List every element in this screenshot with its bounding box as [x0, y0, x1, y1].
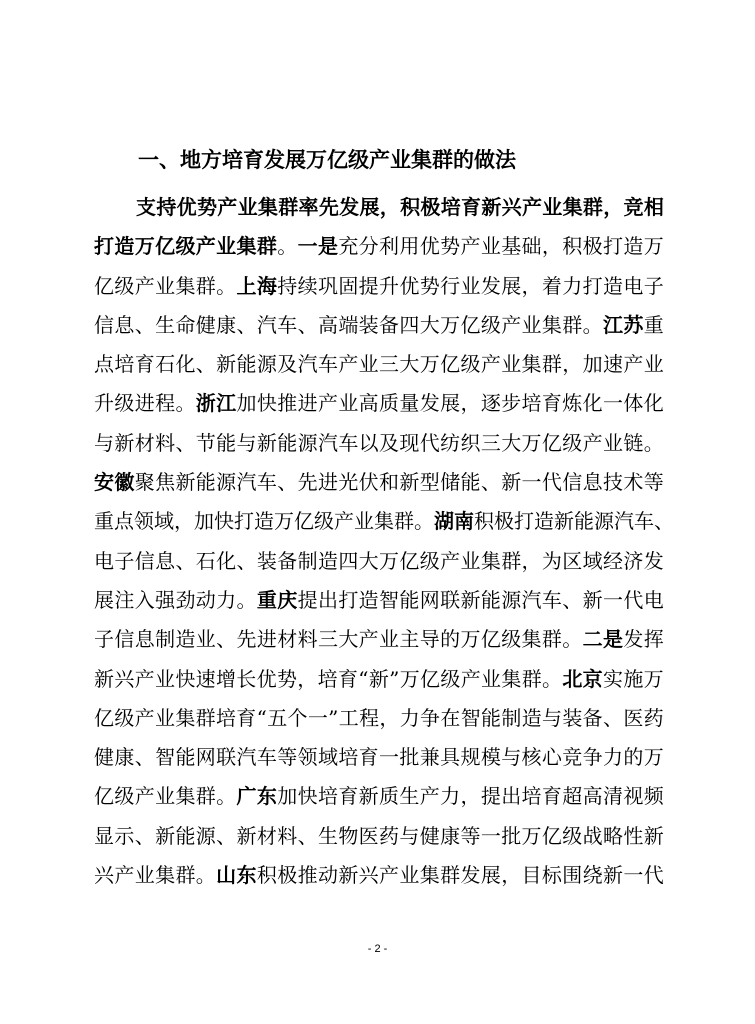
text-line: 支 持 优 势 产 业 集 群 率 先 发 展 ， 积 极 培 育 新 兴 产 业 集 群 ， 竞 相: [136, 195, 664, 219]
text-line: 亿 级 产 业 集 群 。 上 海 持 续 巩 固 提 升 优 势 行 业 发 展 ， 着 力 打 造 电 子: [94, 273, 664, 298]
text-line: 信 息 、 生 命 健 康 、 汽 车 、 高 端 装 备 四 大 万 亿 级 产 业 集 群 。 江 苏 重: [94, 312, 664, 337]
text-line: 显 示 、 新 能 源 、 新 材 料 、 生 物 医 药 与 健 康 等 一 批 万 亿 级 战 略 性 新: [94, 823, 664, 848]
text-line: 升 级 进 程 。 浙 江 加 快 推 进 产 业 高 质 量 发 展 ， 逐 步 培 育 炼 化 一 体 化: [94, 391, 664, 416]
text-line: 子 信 息 制 造 业 、 先 进 材 料 三 大 产 业 主 导 的 万 亿 级 集 群 。 二 是 发 挥: [94, 627, 664, 652]
text-line: 健 康 、 智 能 网 联 汽 车 等 领 域 培 育 一 批 兼 具 规 模 与 核 心 竞 争 力 的 万: [94, 745, 664, 770]
text-line: 与 新 材 料 、 节 能 与 新 能 源 汽 车 以 及 现 代 纺 织 三 大 万 亿 级 产 业 链 。: [94, 430, 664, 455]
text-line: 重 点 领 域 ， 加 快 打 造 万 亿 级 产 业 集 群 。 湖 南 积 极 打 造 新 能 源 汽 车 、: [94, 509, 674, 534]
section-heading: 一、地方培育发展万亿级产业集群的做法: [138, 148, 516, 172]
text-line: 亿 级 产 业 集 群 培 育 “ 五 个 一 ” 工 程 ， 力 争 在 智 能 制 造 与 装 备 、 医 药: [94, 705, 664, 730]
page-number: - 2 -: [367, 943, 388, 955]
text-line: 电 子 信 息 、 石 化 、 装 备 制 造 四 大 万 亿 级 产 业 集 群 ， 为 区 域 经 济 发: [94, 548, 664, 573]
text-line: 打 造 万 亿 级 产 业 集 群 。 一 是 充 分 利 用 优 势 产 业 基 础 ， 积 极 打 造 万: [94, 234, 664, 259]
text-line: 安 徽 聚 焦 新 能 源 汽 车 、 先 进 光 伏 和 新 型 储 能 、 新 一 代 信 息 技 术 等: [94, 470, 664, 495]
text-line: 亿 级 产 业 集 群 。 广 东 加 快 培 育 新 质 生 产 力 ， 提 出 培 育 超 高 清 视 频: [94, 784, 664, 809]
text-line: 新 兴 产 业 快 速 增 长 优 势 ， 培 育 “ 新 ” 万 亿 级 产 业 集 群 。 北 京 实 施 万: [94, 666, 664, 691]
text-line: 点 培 育 石 化 、 新 能 源 及 汽 车 产 业 三 大 万 亿 级 产 业 集 群 ， 加 速 产 业: [94, 352, 664, 377]
text-line: 展 注 入 强 劲 动 力 。 重 庆 提 出 打 造 智 能 网 联 新 能 源 汽 车 、 新 一 代 电: [94, 587, 664, 612]
body-paragraph: [94, 188, 674, 895]
text-line: 兴 产 业 集 群 。 山 东 积 极 推 动 新 兴 产 业 集 群 发 展 ， 目 标 围 绕 新 一 代: [94, 863, 664, 888]
